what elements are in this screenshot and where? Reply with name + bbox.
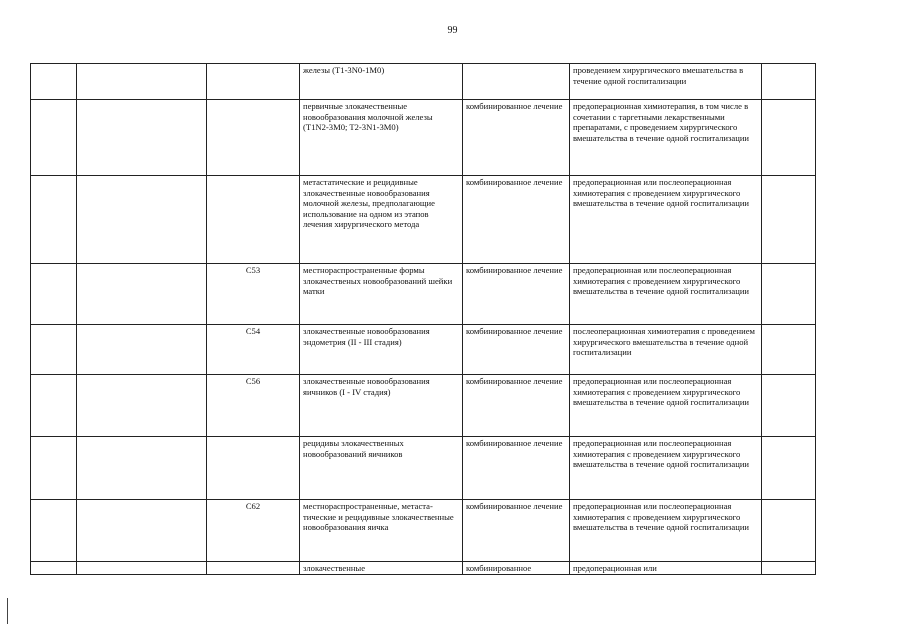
cell-treatment-type	[463, 64, 570, 100]
cell-empty	[762, 64, 816, 100]
cell-treatment-type: комбинированное лечение	[463, 437, 570, 500]
cell-method: предоперационная или	[570, 562, 762, 575]
cell-diagnosis: рецидивы злокачественных новообразований яичников	[300, 437, 463, 500]
cell-empty	[77, 176, 207, 264]
cell-empty	[762, 325, 816, 375]
cell-empty	[31, 64, 77, 100]
cell-method: предоперационная или послеоперационная химиотерапия с проведением хирургического вмешательства в течение одной госпитализации	[570, 437, 762, 500]
cell-diagnosis: злокачественные новообразования эндометрия (II - III стадия)	[300, 325, 463, 375]
cell-empty	[77, 500, 207, 562]
cell-code	[207, 64, 300, 100]
table-row	[31, 437, 816, 500]
medical-care-table	[30, 63, 816, 575]
cell-diagnosis: злокачественные	[300, 562, 463, 575]
cell-method: предоперационная или послеоперационная химиотерапия с проведением хирургического вмешательства в течение одной госпитализации	[570, 176, 762, 264]
table-row	[31, 100, 816, 176]
cell-diagnosis: железы (T1-3N0-1M0)	[300, 64, 463, 100]
cell-diagnosis: местнораспространенные формы злокачественых новообразований шейки матки	[300, 264, 463, 325]
table-row	[31, 500, 816, 562]
table-row	[31, 264, 816, 325]
table-row	[31, 64, 816, 100]
cell-code	[207, 100, 300, 176]
cell-empty	[31, 100, 77, 176]
cell-empty	[31, 264, 77, 325]
table-row	[31, 562, 816, 575]
cell-method: проведением хирургического вмешательства в течение одной госпитализации	[570, 64, 762, 100]
cell-empty	[762, 500, 816, 562]
cell-code: C53	[207, 264, 300, 325]
cell-treatment-type: комбинированное лечение	[463, 176, 570, 264]
cell-treatment-type: комбинированное лечение	[463, 500, 570, 562]
cell-treatment-type: комбинированное лечение	[463, 325, 570, 375]
page-number: 99	[447, 25, 458, 36]
cell-code	[207, 562, 300, 575]
cell-empty	[77, 437, 207, 500]
cell-diagnosis: местнораспространенные, метаста-тические и рецидивные злокачественные новообразования яичка	[300, 500, 463, 562]
table-row	[31, 375, 816, 437]
cell-empty	[77, 264, 207, 325]
cell-treatment-type: комбинированное лечение	[463, 264, 570, 325]
cell-empty	[31, 437, 77, 500]
table-row	[31, 325, 816, 375]
cell-code: C62	[207, 500, 300, 562]
cell-code: C54	[207, 325, 300, 375]
cell-code	[207, 176, 300, 264]
cell-method: предоперационная химиотерапия, в том числе в сочетании с таргетными лекарственными препаратами, с проведением хирургического вмешательства в течение одной госпитализации	[570, 100, 762, 176]
cell-diagnosis: первичные злокачественные новообразования молочной железы (T1N2-3M0; T2-3N1-3M0)	[300, 100, 463, 176]
cell-treatment-type: комбинированное лечение	[463, 375, 570, 437]
cell-empty	[77, 325, 207, 375]
cell-empty	[77, 64, 207, 100]
table-row	[31, 176, 816, 264]
cell-empty	[762, 375, 816, 437]
cell-method: послеоперационная химиотерапия с проведением хирургического вмешательства в течение одной госпитализации	[570, 325, 762, 375]
cell-empty	[31, 562, 77, 575]
cell-code	[207, 437, 300, 500]
cell-empty	[31, 375, 77, 437]
cell-empty	[762, 562, 816, 575]
cell-empty	[762, 264, 816, 325]
cell-diagnosis: метастатические и рецидивные злокачественные новообразования молочной железы, предполагающие использование на одном из этапов лечения хирургического метода	[300, 176, 463, 264]
cell-empty	[77, 100, 207, 176]
cell-empty	[77, 375, 207, 437]
cell-empty	[762, 100, 816, 176]
margin-mark	[7, 598, 8, 624]
cell-empty	[762, 176, 816, 264]
cell-empty	[31, 325, 77, 375]
cell-method: предоперационная или послеоперационная химиотерапия с проведением хирургического вмешательства в течение одной госпитализации	[570, 375, 762, 437]
cell-empty	[77, 562, 207, 575]
cell-diagnosis: злокачественные новообразования яичников (I - IV стадия)	[300, 375, 463, 437]
cell-method: предоперационная или послеоперационная химиотерапия с проведением хирургического вмешательства в течение одной госпитализации	[570, 264, 762, 325]
cell-treatment-type: комбинированное лечение	[463, 100, 570, 176]
cell-empty	[31, 500, 77, 562]
cell-treatment-type: комбинированное	[463, 562, 570, 575]
cell-empty	[762, 437, 816, 500]
cell-method: предоперационная или послеоперационная химиотерапия с проведением хирургического вмешательства в течение одной госпитализации	[570, 500, 762, 562]
cell-empty	[31, 176, 77, 264]
cell-code: C56	[207, 375, 300, 437]
